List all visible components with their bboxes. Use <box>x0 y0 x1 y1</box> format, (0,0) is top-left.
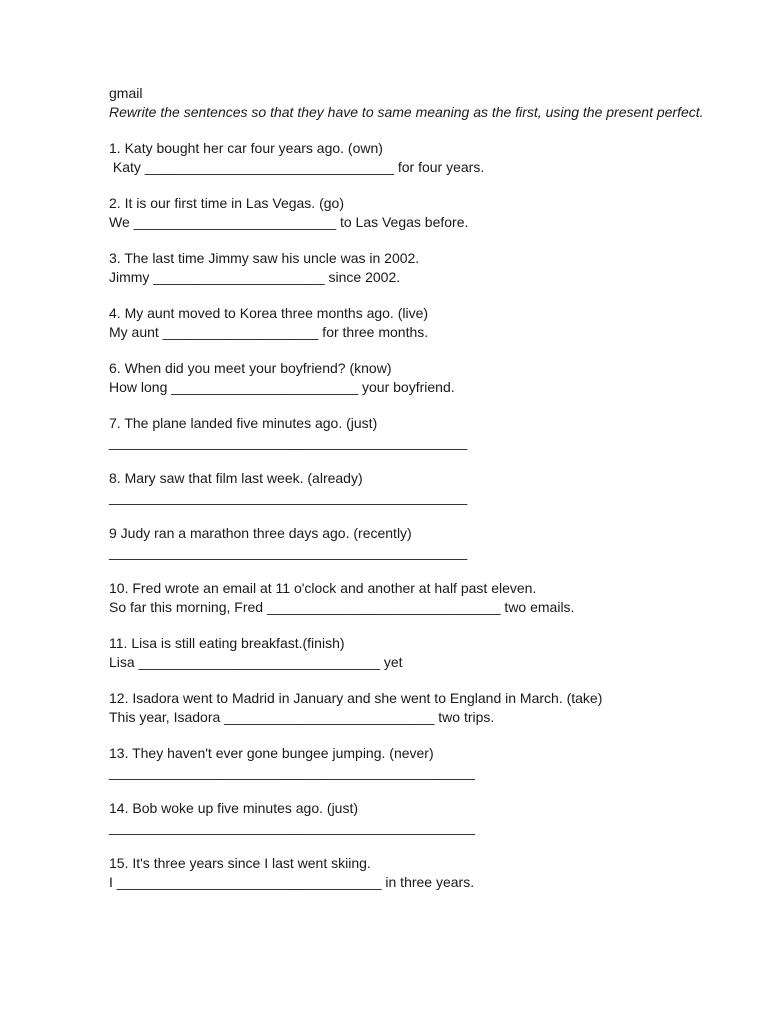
exercise-1 <box>109 139 709 177</box>
exercise-answer-line: _______________________________________________ <box>109 819 475 835</box>
exercise-answer-line: _______________________________________________ <box>109 764 475 780</box>
exercise-prompt: 15. It's three years since I last went skiing. <box>109 855 371 871</box>
exercise-prompt: 8. Mary saw that film last week. (already) <box>109 470 363 486</box>
header-label: gmail <box>109 85 143 101</box>
worksheet <box>109 84 709 892</box>
exercise-4 <box>109 304 709 342</box>
instructions: Rewrite the sentences so that they have to same meaning as the first, using the present perfect. <box>109 104 704 120</box>
exercise-prompt: 6. When did you meet your boyfriend? (know) <box>109 360 392 376</box>
exercise-answer-line: How long ________________________ your boyfriend. <box>109 379 455 395</box>
exercise-12 <box>109 689 709 727</box>
exercise-prompt: 12. Isadora went to Madrid in January and she went to England in March. (take) <box>109 690 603 706</box>
exercise-11 <box>109 634 709 672</box>
exercise-answer-line: ______________________________________________ <box>109 544 468 560</box>
exercise-6 <box>109 359 709 397</box>
exercise-13 <box>109 744 709 782</box>
exercise-prompt: 9 Judy ran a marathon three days ago. (recently) <box>109 525 412 541</box>
exercise-prompt: 7. The plane landed five minutes ago. (just) <box>109 415 378 431</box>
exercise-3 <box>109 249 709 287</box>
exercise-7 <box>109 414 709 452</box>
exercise-2 <box>109 194 709 232</box>
exercise-14 <box>109 799 709 837</box>
exercise-prompt: 4. My aunt moved to Korea three months ago. (live) <box>109 305 429 321</box>
exercise-8 <box>109 469 709 507</box>
exercise-answer-line: So far this morning, Fred ______________________________ two emails. <box>109 599 575 615</box>
exercise-answer-line: ______________________________________________ <box>109 434 468 450</box>
exercise-answer-line: ______________________________________________ <box>109 489 468 505</box>
exercise-15 <box>109 854 709 892</box>
exercise-answer-line: We __________________________ to Las Vegas before. <box>109 214 469 230</box>
exercise-answer-line: Jimmy ______________________ since 2002. <box>109 269 401 285</box>
exercise-prompt: 11. Lisa is still eating breakfast.(finish) <box>109 635 345 651</box>
exercise-prompt: 3. The last time Jimmy saw his uncle was in 2002. <box>109 250 420 266</box>
exercise-answer-line: My aunt ____________________ for three months. <box>109 324 429 340</box>
exercise-answer-line: Lisa _______________________________ yet <box>109 654 403 670</box>
exercise-prompt: 10. Fred wrote an email at 11 o'clock and another at half past eleven. <box>109 580 537 596</box>
exercise-answer-line: Katy ________________________________ for four years. <box>109 159 485 175</box>
exercise-answer-line: I __________________________________ in three years. <box>109 874 475 890</box>
exercise-10 <box>109 579 709 617</box>
exercise-answer-line: This year, Isadora ___________________________ two trips. <box>109 709 495 725</box>
exercise-prompt: 13. They haven't ever gone bungee jumping. (never) <box>109 745 434 761</box>
exercise-9 <box>109 524 709 562</box>
exercise-prompt: 14. Bob woke up five minutes ago. (just) <box>109 800 359 816</box>
exercise-prompt: 2. It is our first time in Las Vegas. (go) <box>109 195 344 211</box>
exercise-prompt: 1. Katy bought her car four years ago. (own) <box>109 140 383 156</box>
